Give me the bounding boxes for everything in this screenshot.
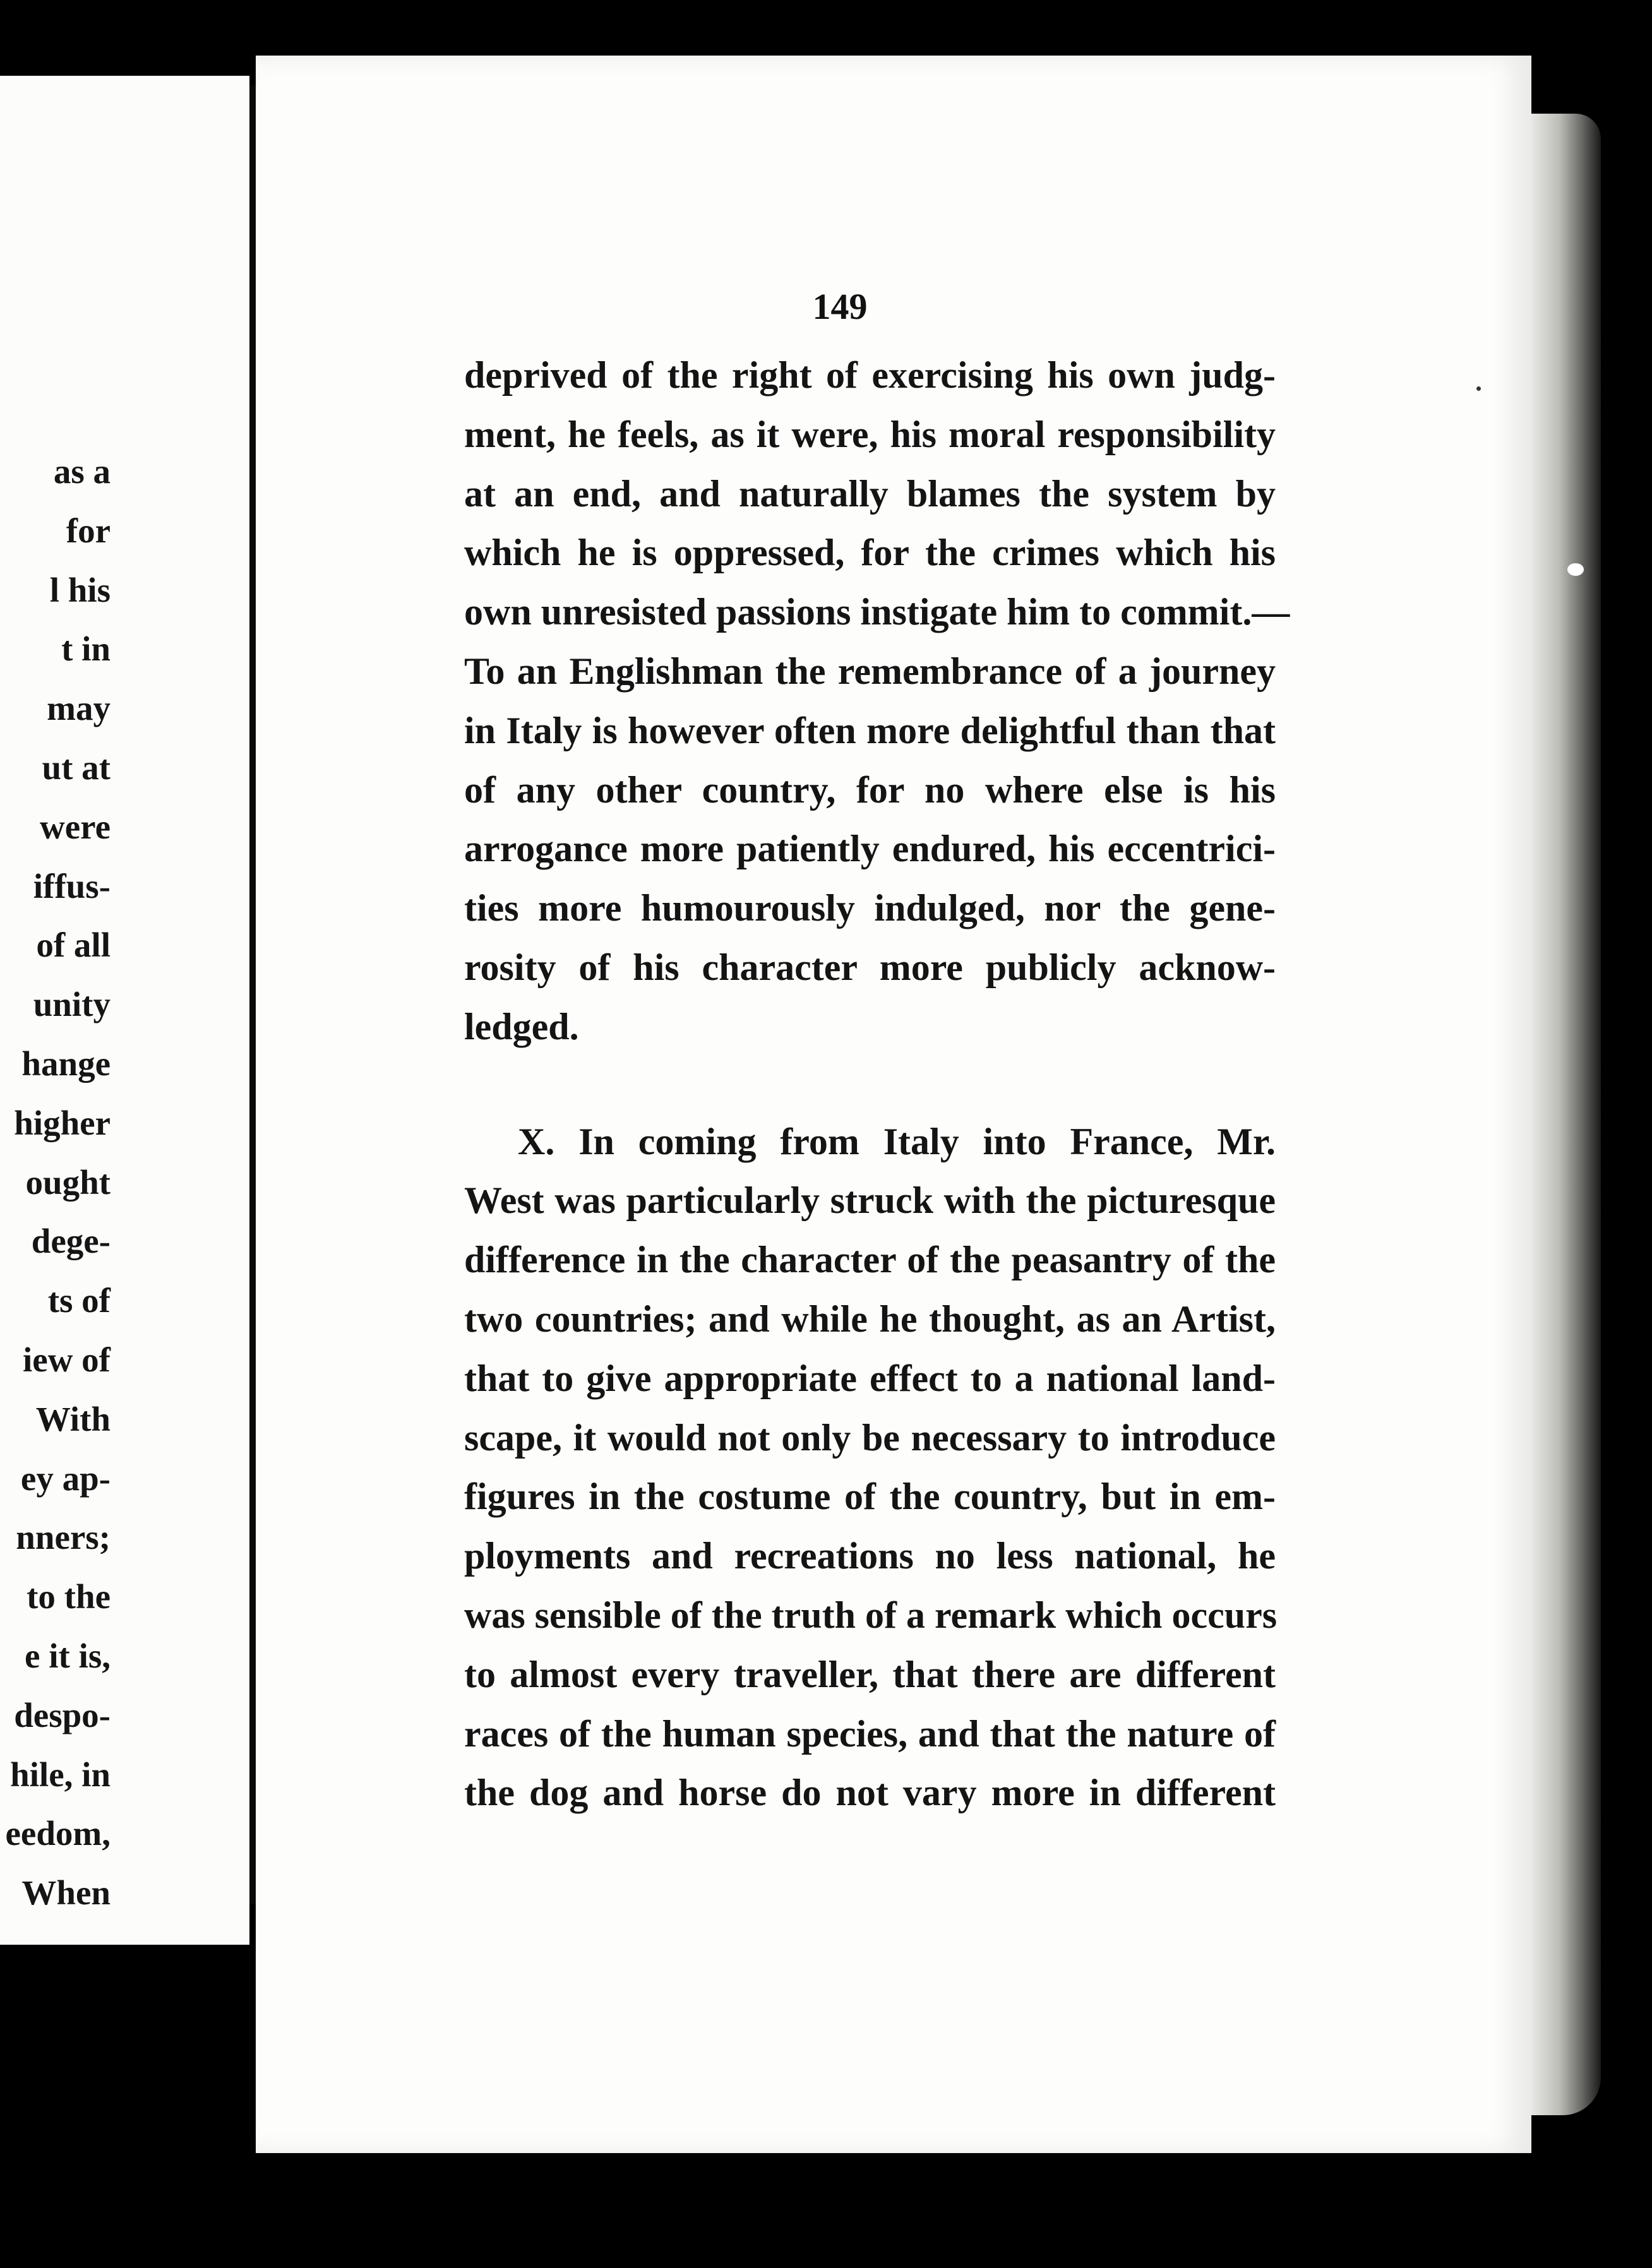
left-fragment: unity xyxy=(33,985,111,1024)
text-line: that to give appropriate effect to a national land- xyxy=(464,1357,1276,1399)
left-fragment: may xyxy=(47,689,111,728)
left-fragment: When xyxy=(21,1873,111,1913)
text-line: in Italy is however often more delightful than that xyxy=(464,709,1276,751)
paragraph-gap xyxy=(464,1057,1276,1113)
left-fragment: dege- xyxy=(31,1222,111,1261)
left-fragment: nners; xyxy=(16,1518,111,1557)
paper-hole xyxy=(1567,563,1584,576)
left-fragment: t in xyxy=(61,630,111,669)
page-number: 149 xyxy=(812,286,868,327)
text-line: scape, it would not only be necessary to introduce xyxy=(464,1416,1276,1459)
page-body xyxy=(464,346,1290,1823)
text-line: was sensible of the truth of a remark which occurs xyxy=(464,1594,1278,1636)
left-fragment: of all xyxy=(36,926,111,965)
left-fragment: despo- xyxy=(14,1695,111,1734)
left-page-text xyxy=(0,442,111,1923)
text-line: rosity of his character more publicly acknow- xyxy=(464,946,1276,988)
left-fragment: were xyxy=(40,807,111,846)
text-line: races of the human species, and that the nature of xyxy=(464,1712,1276,1755)
left-fragment: to the xyxy=(27,1577,111,1616)
text-line: ties more humourously indulged, nor the gene- xyxy=(464,887,1276,929)
text-line: deprived of the right of exercising his own judg- xyxy=(464,354,1276,396)
left-fragment: hile, in xyxy=(10,1755,111,1794)
text-line: of any other country, for no where else is his xyxy=(464,768,1276,811)
page-edge xyxy=(1531,114,1601,2115)
section-heading-line: X. In coming from Italy into France, Mr. xyxy=(518,1120,1276,1162)
left-page xyxy=(0,76,249,1945)
left-fragment: ey ap- xyxy=(20,1459,111,1498)
text-line: which he is oppressed, for the crimes which his xyxy=(464,532,1276,574)
text-line: at an end, and naturally blames the system by xyxy=(464,472,1276,515)
left-fragment: for xyxy=(66,511,111,550)
left-fragment: With xyxy=(35,1399,111,1438)
text-line: the dog and horse do not vary more in different xyxy=(464,1772,1276,1814)
left-fragment: eedom, xyxy=(5,1814,111,1853)
text-line: West was particularly struck with the picturesque xyxy=(464,1179,1276,1222)
left-fragment: higher xyxy=(14,1103,111,1142)
text-line: own unresisted passions instigate him to commit.— xyxy=(464,591,1290,633)
left-fragment: ut at xyxy=(42,748,111,787)
text-line: To an Englishman the remembrance of a journey xyxy=(464,650,1276,692)
text-line: to almost every traveller, that there are different xyxy=(464,1653,1276,1695)
text-line: ployments and recreations no less national, he xyxy=(464,1535,1276,1577)
left-fragment: l his xyxy=(49,570,111,609)
left-fragment: ts of xyxy=(47,1281,111,1320)
text-line: ment, he feels, as it were, his moral responsibility xyxy=(464,413,1276,455)
text-line: difference in the character of the peasantry of the xyxy=(464,1239,1276,1281)
left-fragment: as a xyxy=(53,452,111,491)
ink-speck xyxy=(1476,386,1481,391)
left-fragment: hange xyxy=(21,1044,111,1083)
text-line: two countries; and while he thought, as an Artist, xyxy=(464,1298,1276,1340)
left-fragment: ought xyxy=(25,1162,111,1202)
left-fragment: e it is, xyxy=(25,1636,111,1675)
left-fragment: iew of xyxy=(23,1340,111,1379)
text-line: ledged. xyxy=(464,1005,579,1047)
left-fragment: iffus- xyxy=(33,866,111,905)
text-line: figures in the costume of the country, but in em- xyxy=(464,1476,1276,1518)
text-line: arrogance more patiently endured, his eccentrici- xyxy=(464,828,1276,870)
